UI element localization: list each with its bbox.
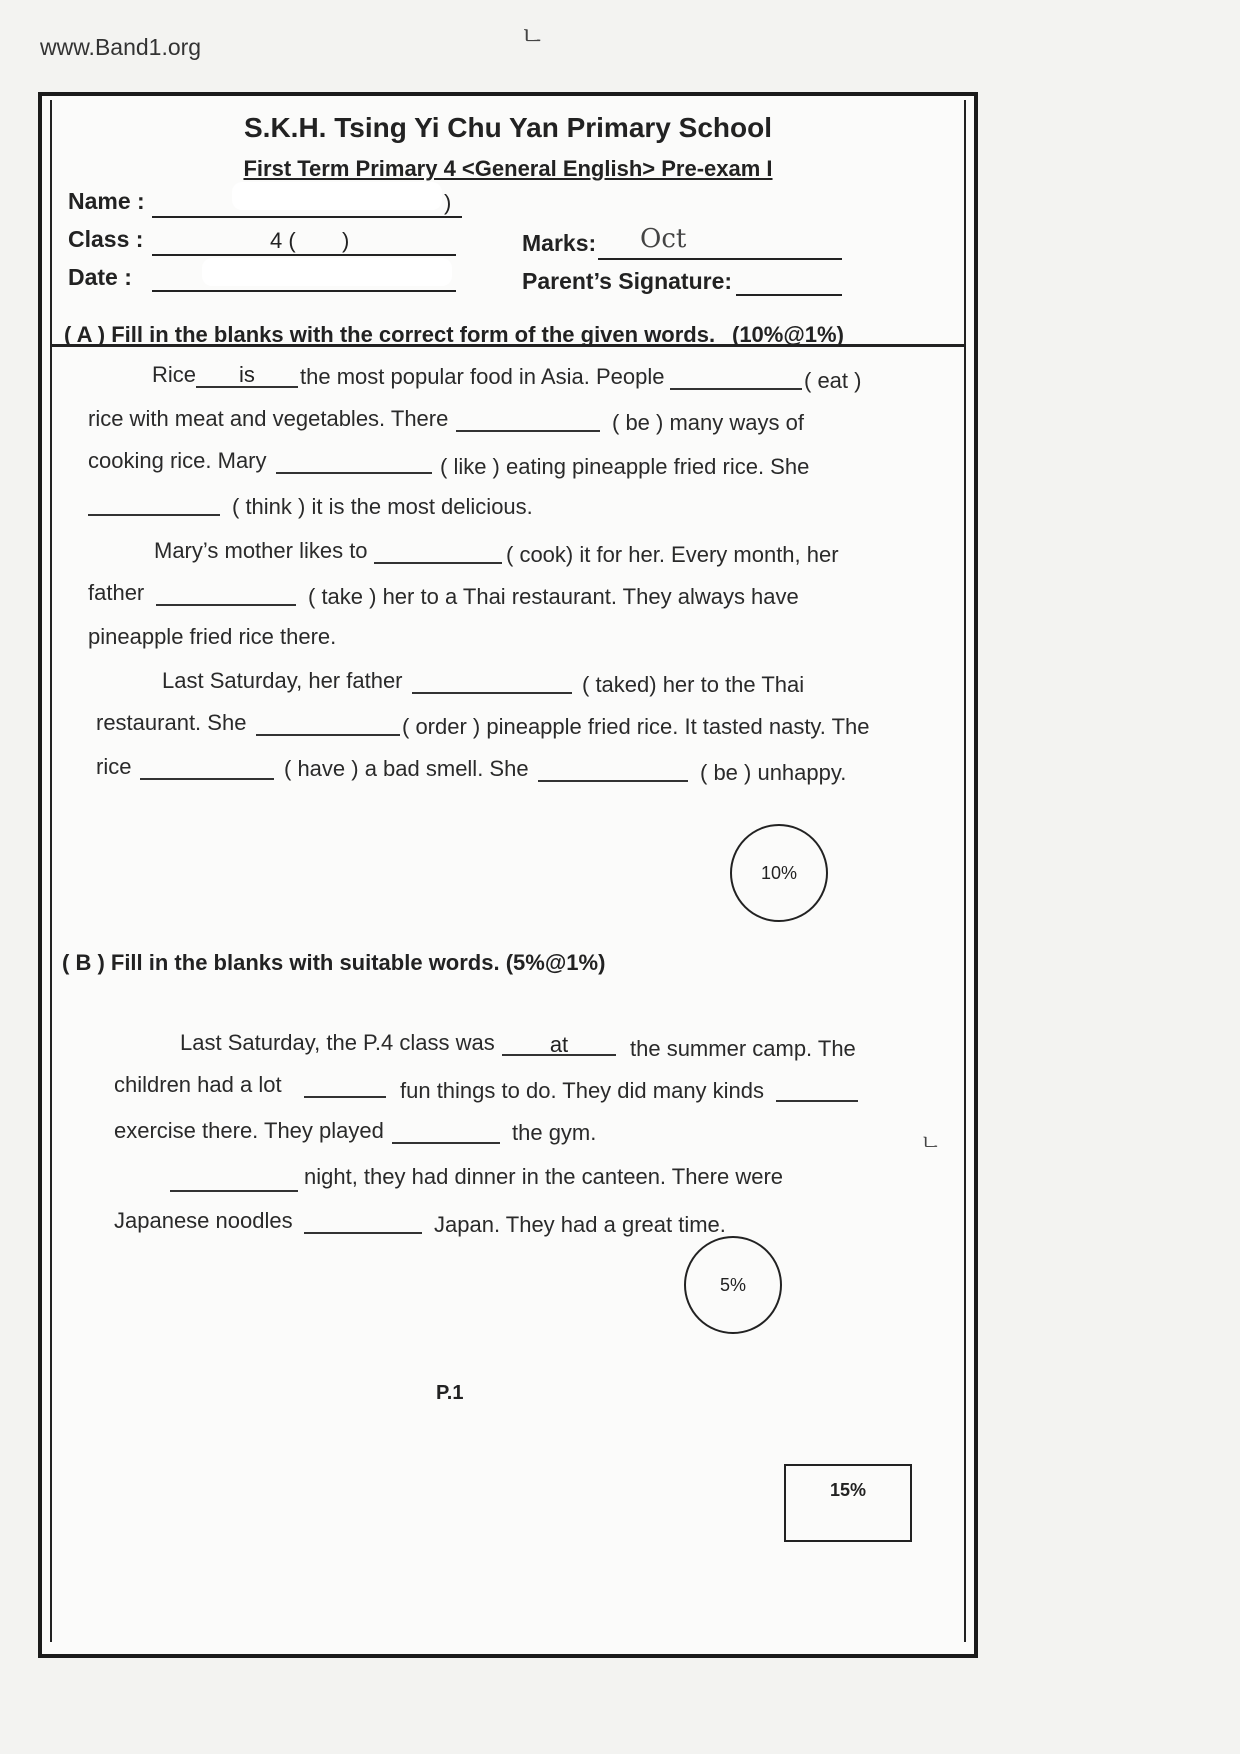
exam-title: First Term Primary 4 <General English> Pre-exam I xyxy=(243,156,773,181)
b1-answer: at xyxy=(549,1032,569,1057)
a7-blank[interactable] xyxy=(156,604,296,606)
name-redaction xyxy=(232,182,442,210)
section-a-title: ( A ) Fill in the blanks with the correct form of the given words. xyxy=(64,322,716,347)
a9-text-end: ( order ) pineapple fried rice. It tasted nasty. The xyxy=(402,714,870,739)
a1-text-end: ( eat ) xyxy=(804,368,862,393)
a9-blank[interactable] xyxy=(256,734,400,736)
exam-sheet xyxy=(38,92,978,1658)
b1-text-start: Last Saturday, the P.4 class was xyxy=(180,1030,495,1055)
marks-label: Marks: xyxy=(522,230,597,256)
class-label: Class : xyxy=(68,226,144,252)
a5-text-end: ( think ) it is the most delicious. xyxy=(232,494,533,519)
a6-text-end: ( cook) it for her. Every month, her xyxy=(506,542,839,567)
total-score-box xyxy=(784,1464,912,1542)
date-redaction xyxy=(202,258,452,286)
a6-text-start: Mary’s mother likes to xyxy=(154,538,368,563)
total-score: 15% xyxy=(830,1480,867,1500)
b4-blank[interactable] xyxy=(392,1142,500,1144)
b2-text-end: fun things to do. They did many kinds xyxy=(400,1078,765,1103)
a3-text-start: rice with meat and vegetables. There xyxy=(88,406,449,431)
a2-blank[interactable] xyxy=(670,388,802,390)
name-line[interactable] xyxy=(152,216,462,218)
a3-blank[interactable] xyxy=(456,430,600,432)
b2-text-start: children had a lot xyxy=(114,1072,282,1097)
name-paren: ) xyxy=(444,190,452,215)
class-value: 4 ( xyxy=(270,228,296,253)
a-line7-text: pineapple fried rice there. xyxy=(88,624,337,649)
section-b-score-circle: 5% xyxy=(684,1236,782,1334)
a4-text-end: ( like ) eating pineapple fried rice. She xyxy=(440,454,810,479)
b2-blank[interactable] xyxy=(304,1096,386,1098)
a6-blank[interactable] xyxy=(374,562,502,564)
marks-line[interactable] xyxy=(598,258,842,260)
a4-blank[interactable] xyxy=(276,472,432,474)
section-a-marks: (10%@1%) xyxy=(732,322,844,347)
b4-text-end: the gym. xyxy=(512,1120,597,1145)
b1-text-end: the summer camp. The xyxy=(630,1036,856,1061)
pen-tick-icon: ㄴ xyxy=(920,1131,942,1156)
a10-text-start: rice xyxy=(96,754,132,779)
signature-label: Parent’s Signature: xyxy=(522,268,733,294)
b5-text-end: night, they had dinner in the canteen. There were xyxy=(304,1164,784,1189)
a5-blank[interactable] xyxy=(88,514,220,516)
a1-text-mid: the most popular food in Asia. People xyxy=(300,364,665,389)
a7-text-end: ( take ) her to a Thai restaurant. They always have xyxy=(308,584,799,609)
pen-mark-icon: ㄴ xyxy=(520,22,546,52)
b6-blank[interactable] xyxy=(304,1232,422,1234)
class-close: ) xyxy=(342,228,350,253)
a4-text-start: cooking rice. Mary xyxy=(88,448,267,473)
name-label: Name : xyxy=(68,188,145,214)
a1-text-start: Rice xyxy=(152,362,197,387)
a10-text-end: ( be ) unhappy. xyxy=(700,760,847,785)
date-label: Date : xyxy=(68,264,132,290)
a9-text-start: restaurant. She xyxy=(96,710,247,735)
b6-text-end: Japan. They had a great time. xyxy=(434,1212,726,1237)
a10-blank[interactable] xyxy=(140,778,274,780)
a7-text-start: father xyxy=(88,580,145,605)
marks-value: Oct xyxy=(640,224,687,254)
page-number: P.1 xyxy=(436,1382,464,1404)
a1-answer: is xyxy=(239,362,255,387)
b5-blank[interactable] xyxy=(170,1190,298,1192)
signature-line[interactable] xyxy=(736,294,842,296)
b6-text-start: Japanese noodles xyxy=(114,1208,293,1233)
school-name: S.K.H. Tsing Yi Chu Yan Primary School xyxy=(244,112,772,143)
b4-text-start: exercise there. They played xyxy=(114,1118,384,1143)
b3-blank[interactable] xyxy=(776,1100,858,1102)
a11-blank[interactable] xyxy=(538,780,688,782)
a8-text-end: ( taked) her to the Thai xyxy=(582,672,805,697)
section-b-title: ( B ) Fill in the blanks with suitable words. (5%@1%) xyxy=(62,950,606,975)
section-a-score-circle: 10% xyxy=(730,824,828,922)
website-label: www.Band1.org xyxy=(40,34,202,60)
a10-text-mid: ( have ) a bad smell. She xyxy=(284,756,529,781)
class-line[interactable] xyxy=(152,254,456,256)
a8-text-start: Last Saturday, her father xyxy=(162,668,403,693)
a3-text-end: ( be ) many ways of xyxy=(612,410,804,435)
a8-blank[interactable] xyxy=(412,692,572,694)
date-line[interactable] xyxy=(152,290,456,292)
